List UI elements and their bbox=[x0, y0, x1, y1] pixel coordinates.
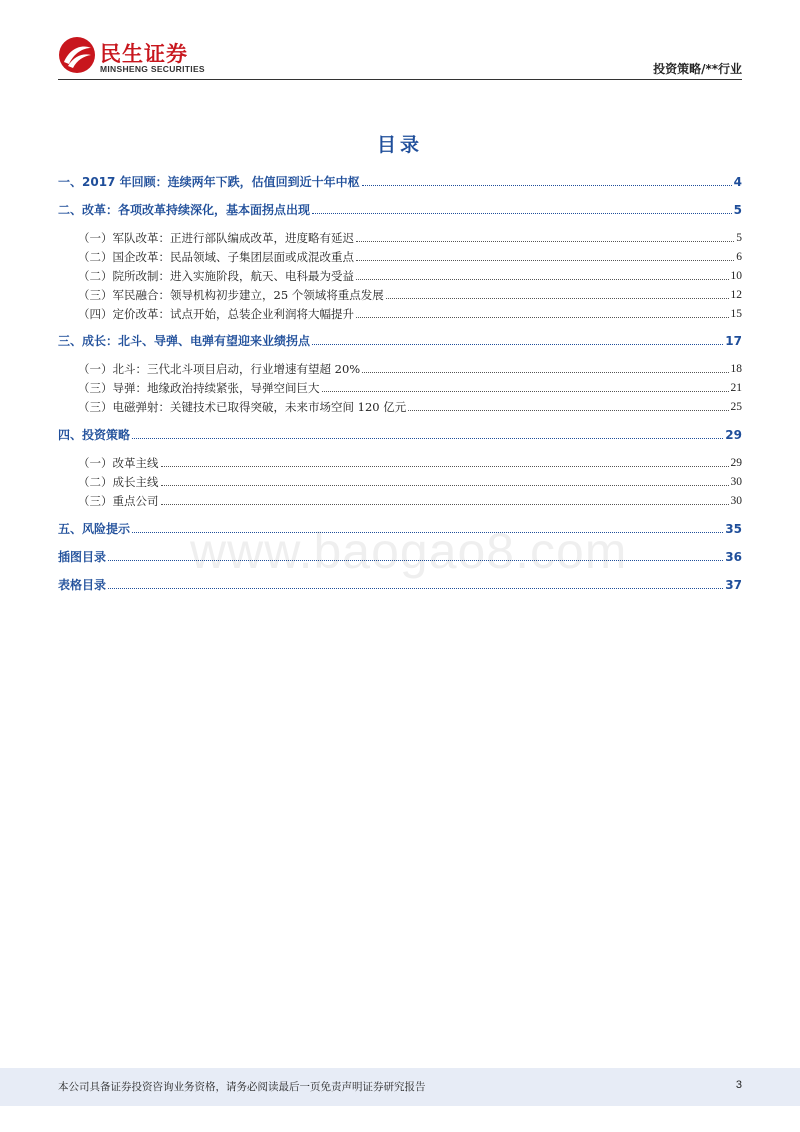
toc-entry-page: 6 bbox=[736, 251, 742, 263]
toc-title: 目录 bbox=[376, 134, 423, 156]
dot-leader bbox=[362, 372, 728, 373]
logo-chinese-name: 民生证券 bbox=[100, 42, 188, 66]
toc-entry-page: 18 bbox=[730, 363, 742, 375]
toc-entry-subsection[interactable] bbox=[58, 472, 742, 490]
toc-entry-title: 表格目录 bbox=[58, 578, 107, 592]
toc-entry-page: 37 bbox=[725, 578, 742, 592]
toc-entry-section-3[interactable] bbox=[58, 331, 742, 349]
watermark: www.baogao8.com bbox=[190, 523, 628, 579]
dot-leader bbox=[356, 317, 729, 318]
toc-entry-subsection[interactable] bbox=[58, 359, 742, 377]
toc-entry-page: 30 bbox=[730, 476, 742, 488]
toc-entry-subsection[interactable] bbox=[58, 304, 742, 322]
dot-leader bbox=[161, 485, 729, 486]
toc-entry-page: 5 bbox=[736, 232, 742, 244]
dot-leader bbox=[108, 588, 723, 589]
dot-leader bbox=[356, 241, 734, 242]
toc-entry-section-2[interactable] bbox=[58, 200, 742, 218]
page-header bbox=[0, 0, 800, 80]
toc-entry-page: 36 bbox=[725, 550, 742, 564]
page-number: 3 bbox=[735, 1079, 742, 1091]
toc-entry-title: （四）定价改革：试点开始，总装企业利润将大幅提升 bbox=[78, 307, 354, 321]
toc-entry-subsection[interactable] bbox=[58, 228, 742, 246]
dot-leader bbox=[322, 391, 729, 392]
toc-entry-page: 5 bbox=[733, 203, 742, 217]
toc-entry-title: 三、成长：北斗、导弹、电弹有望迎来业绩拐点 bbox=[58, 334, 311, 348]
dot-leader bbox=[132, 438, 723, 439]
toc-entry-title: （二）国企改革：民品领域、子集团层面或成混改重点 bbox=[78, 250, 354, 264]
toc-entry-subsection[interactable] bbox=[58, 285, 742, 303]
toc-entry-title: 一、2017 年回顾：连续两年下跌，估值回到近十年中枢 bbox=[58, 175, 360, 189]
toc-entry-page: 15 bbox=[730, 308, 742, 320]
dot-leader bbox=[312, 213, 732, 214]
page-footer bbox=[0, 1068, 800, 1106]
dot-leader bbox=[161, 504, 729, 505]
logo-emblem-icon bbox=[58, 36, 96, 74]
toc-entry-title: （二）成长主线 bbox=[78, 475, 159, 489]
toc-entry-page: 12 bbox=[730, 289, 742, 301]
toc-entry-subsection[interactable] bbox=[58, 378, 742, 396]
toc-entry-title: （三）军民融合：领导机构初步建立，25 个领域将重点发展 bbox=[78, 288, 384, 302]
dot-leader bbox=[386, 298, 729, 299]
dot-leader bbox=[356, 279, 729, 280]
toc-entry-title: （三）重点公司 bbox=[78, 494, 159, 508]
toc-entry-title: 四、投资策略 bbox=[58, 428, 131, 442]
toc-entry-page: 29 bbox=[730, 457, 742, 469]
toc-entry-title: （三）电磁弹射：关键技术已取得突破，未来市场空间 120 亿元 bbox=[78, 400, 407, 414]
header-divider bbox=[58, 79, 742, 80]
toc-entry-title: （二）院所改制：进入实施阶段，航天、电科最为受益 bbox=[78, 269, 354, 283]
toc-entry-page: 10 bbox=[730, 270, 742, 282]
report-category: 投资策略/**行业 bbox=[653, 62, 742, 76]
logo-english-name: MINSHENG SECURITIES bbox=[100, 64, 205, 74]
dot-leader bbox=[161, 466, 729, 467]
toc-entry-page: 4 bbox=[733, 175, 742, 189]
toc-entry-section-4[interactable] bbox=[58, 425, 742, 443]
toc-entry-page: 35 bbox=[725, 522, 742, 536]
toc-entry-page: 25 bbox=[730, 401, 742, 413]
toc-entry-subsection[interactable] bbox=[58, 247, 742, 265]
toc-entry-section-1[interactable] bbox=[58, 172, 742, 190]
dot-leader bbox=[356, 260, 734, 261]
toc-entry-subsection[interactable] bbox=[58, 266, 742, 284]
dot-leader bbox=[362, 185, 732, 186]
minsheng-logo bbox=[58, 36, 208, 76]
toc-entry-title: 插图目录 bbox=[58, 550, 107, 564]
toc-entry-subsection[interactable] bbox=[58, 397, 742, 415]
toc-entry-title: 五、风险提示 bbox=[58, 522, 131, 536]
footer-disclaimer: 本公司具备证券投资咨询业务资格，请务必阅读最后一页免责声明证券研究报告 bbox=[58, 1081, 426, 1093]
toc-entry-page: 17 bbox=[725, 334, 742, 348]
toc-entry-page: 29 bbox=[725, 428, 742, 442]
dot-leader bbox=[408, 410, 728, 411]
toc-entry-title: （三）导弹：地缘政治持续紧张，导弹空间巨大 bbox=[78, 381, 320, 395]
toc-entry-subsection[interactable] bbox=[58, 491, 742, 509]
toc-entry-title: 二、改革：各项改革持续深化，基本面拐点出现 bbox=[58, 203, 311, 217]
toc-entry-title: （一）军队改革：正进行部队编成改革，进度略有延迟 bbox=[78, 231, 354, 245]
dot-leader bbox=[312, 344, 723, 345]
toc-entry-page: 21 bbox=[730, 382, 742, 394]
toc-entry-title: （一）北斗：三代北斗项目启动，行业增速有望超 20% bbox=[78, 362, 361, 376]
toc-entry-title: （一）改革主线 bbox=[78, 456, 159, 470]
toc-entry-subsection[interactable] bbox=[58, 453, 742, 471]
toc-entry-page: 30 bbox=[730, 495, 742, 507]
